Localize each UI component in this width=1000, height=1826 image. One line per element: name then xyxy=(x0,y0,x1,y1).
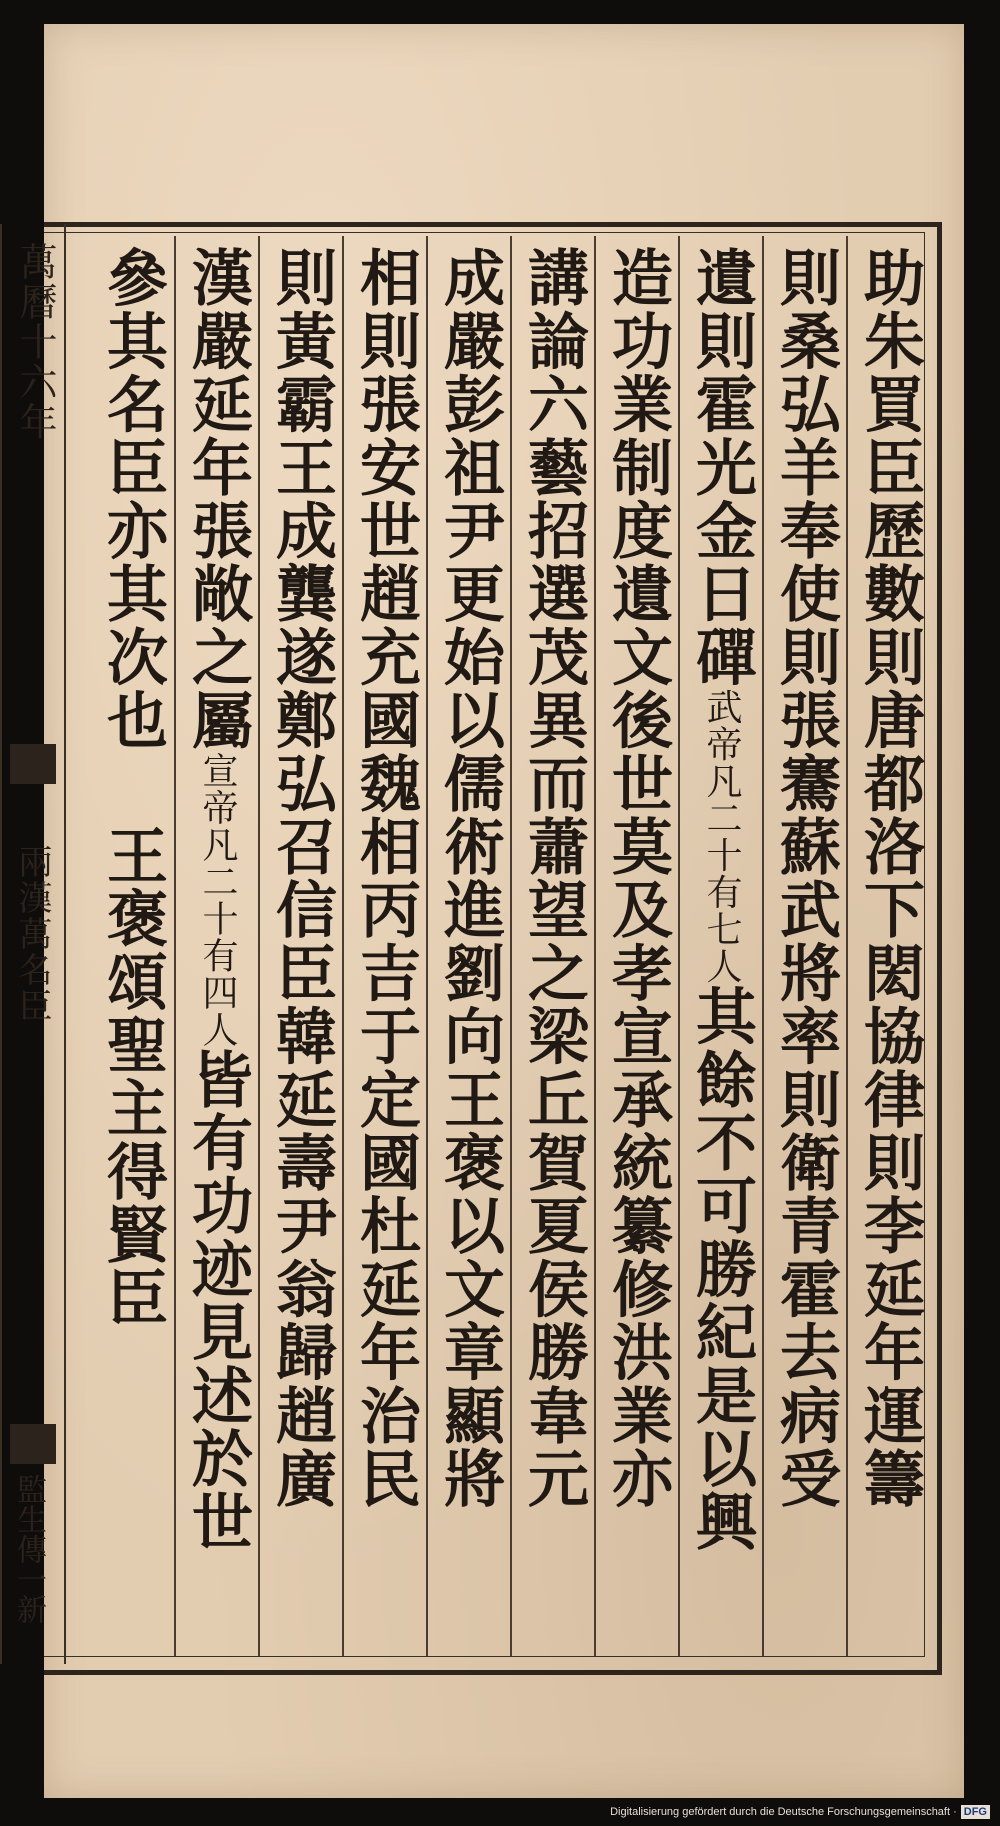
column-annotation: 宣帝凡二十有四人 xyxy=(197,751,238,1048)
digitization-credit xyxy=(390,1802,990,1822)
column-text: 講論六藝招選茂異而蕭望之梁丘賀夏侯勝韋元 xyxy=(518,246,589,1510)
fold-margin-book-code: 監生傳一新 xyxy=(11,1474,46,1624)
text-column xyxy=(426,236,510,1656)
text-column xyxy=(342,236,426,1656)
fish-tail-mark-lower xyxy=(10,1424,56,1464)
text-column xyxy=(762,236,846,1656)
text-column xyxy=(90,236,174,1656)
text-column xyxy=(174,236,258,1656)
column-text: 則黃霸王成龔遂鄭弘召信臣韓延壽尹翁歸趙廣 xyxy=(266,246,337,1510)
column-annotation: 武帝凡二十有七人 xyxy=(701,688,742,985)
column-text-continued: 皆有功迹見述於世 xyxy=(182,1047,253,1554)
fold-margin xyxy=(0,224,66,1664)
fold-margin-title: 萬曆十六年 xyxy=(13,242,57,442)
fold-margin-line-left xyxy=(0,224,2,1664)
fold-margin-subtitle: 兩漢萬名臣 xyxy=(12,844,52,1024)
column-text: 則桑弘羊奉使則張騫蘇武將率則衛青霍去病受 xyxy=(770,246,841,1510)
dfg-logo: DFG xyxy=(961,1805,990,1819)
column-text: 相則張安世趙充國魏相丙吉于定國杜延年治民 xyxy=(350,246,421,1510)
text-column xyxy=(846,236,930,1656)
column-text-continued: 王褒頌聖主得賢臣 xyxy=(97,823,168,1330)
column-text: 助朱買臣歷數則唐都洛下閎協律則李延年運籌 xyxy=(854,246,925,1510)
column-text: 漢嚴延年張敞之屬 xyxy=(182,246,253,752)
text-column xyxy=(678,236,762,1656)
column-text-continued: 其餘不可勝紀是以興 xyxy=(686,984,757,1554)
column-text: 參其名臣亦其次也 xyxy=(97,246,168,752)
text-column xyxy=(258,236,342,1656)
credit-text: Digitalisierung gefördert durch die Deutsche Forschungsgemeinschaft · xyxy=(610,1806,957,1818)
column-text: 造功業制度遺文後世莫及孝宣承統纂修洪業亦 xyxy=(602,246,673,1510)
text-column xyxy=(510,236,594,1656)
fish-tail-mark-upper xyxy=(10,744,56,784)
column-text: 遺則霍光金日磾 xyxy=(686,246,757,689)
column-text: 成嚴彭祖尹更始以儒術進劉向王褒以文章顯將 xyxy=(434,246,505,1510)
fold-margin-line-right xyxy=(64,224,66,1664)
text-column xyxy=(594,236,678,1656)
text-columns xyxy=(90,236,930,1656)
